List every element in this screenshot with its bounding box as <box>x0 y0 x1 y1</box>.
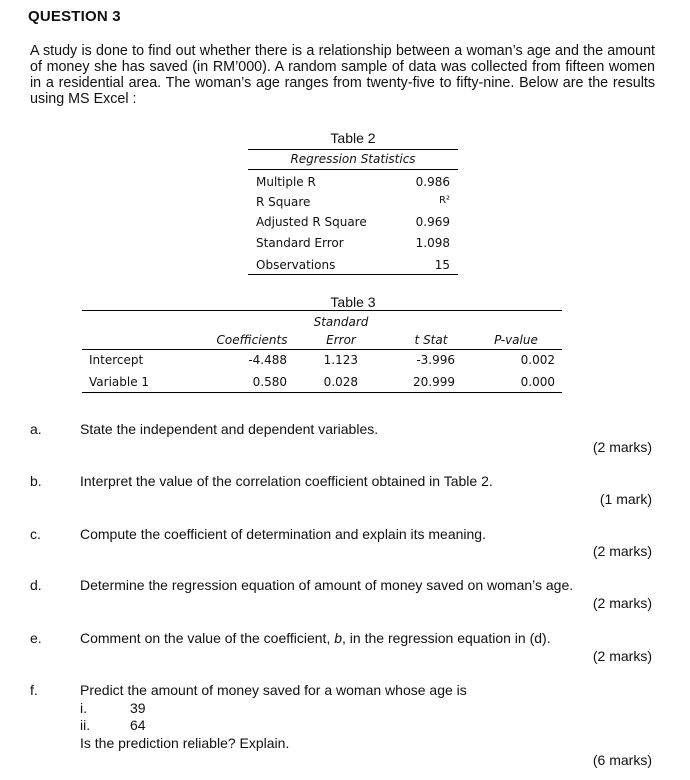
table2-row-label: Observations <box>256 258 336 272</box>
table3-cell-tstat: -3.996 <box>416 353 455 367</box>
question-f-sub-num: i. <box>80 700 87 716</box>
intro-paragraph <box>30 43 655 107</box>
table2-row-value: 0.969 <box>415 215 450 229</box>
table3-cell-pvalue: 0.000 <box>520 375 555 389</box>
table3-header-rule <box>82 349 562 350</box>
table2-row-value: 15 <box>434 258 450 272</box>
table3-cell-tstat: 20.999 <box>413 375 455 389</box>
question-letter: b. <box>30 473 42 489</box>
question-f-sub-value: 39 <box>130 700 146 716</box>
question-e-text-before: Comment on the value of the coefficient, <box>80 630 335 646</box>
table2-row-value: 0.986 <box>415 175 450 189</box>
question-e-text <box>80 630 551 646</box>
table3-cell-coef: -4.488 <box>248 353 287 367</box>
table3-cell-se: 0.028 <box>323 375 358 389</box>
table2-row-label: Adjusted R Square <box>256 215 367 229</box>
table2-row <box>256 258 450 274</box>
question-d-marks: (2 marks) <box>592 595 652 611</box>
question-letter: f. <box>30 682 38 698</box>
question-a-text: State the independent and dependent variables. <box>80 421 379 437</box>
question-e-text-after: , in the regression equation in (d). <box>342 630 551 646</box>
table2-row <box>256 195 450 211</box>
question-f-text: Predict the amount of money saved for a woman whose age is <box>80 682 467 698</box>
table2-row-label: Multiple R <box>256 175 316 189</box>
table2-row <box>256 236 450 252</box>
table2-row-value: R² <box>439 195 450 206</box>
table3-cell-se: 1.123 <box>323 353 358 367</box>
question-f-followup: Is the prediction reliable? Explain. <box>80 735 290 751</box>
table2-row <box>256 175 450 191</box>
table2-row-label: R Square <box>256 195 311 209</box>
question-f-marks: (6 marks) <box>592 752 652 768</box>
question-d-text: Determine the regression equation of amount of money saved on woman’s age. <box>80 577 574 593</box>
table3-header-coefficients: Coefficients <box>216 333 288 347</box>
table3-cell-coef: 0.580 <box>252 375 287 389</box>
question-e-variable: b <box>334 630 343 646</box>
table2-top-rule <box>248 149 458 150</box>
table3-header-se-bottom: Error <box>326 333 356 347</box>
table3-row-label: Intercept <box>89 353 144 367</box>
question-e-marks: (2 marks) <box>592 648 652 664</box>
question-c-marks: (2 marks) <box>592 543 652 559</box>
table3-caption: Table 3 <box>330 294 376 310</box>
question-f-sub-value: 64 <box>130 717 146 733</box>
intro-text: A study is done to find out whether there is a relationship between a woman’s age and the amount of money she has saved (in RM’000). A random sample of data was collected from fifteen women in a residential area. The woman’s age ranges from twenty-five to fifty-nine. Below are the results using MS Excel : <box>30 43 655 107</box>
table3-top-rule <box>82 310 562 311</box>
question-c-text: Compute the coefficient of determination and explain its meaning. <box>80 526 486 542</box>
question-b-text: Interpret the value of the correlation coefficient obtained in Table 2. <box>80 473 493 489</box>
table2-row <box>256 215 450 231</box>
question-letter: e. <box>30 630 42 646</box>
table3-header-pvalue: P-value <box>494 333 538 347</box>
table2-bottom-rule <box>248 274 458 275</box>
table2-subtitle: Regression Statistics <box>290 152 416 166</box>
table3-bottom-rule <box>82 392 562 393</box>
table2-row-value: 1.098 <box>415 236 450 250</box>
question-a-marks: (2 marks) <box>592 439 652 455</box>
table3-row-label: Variable 1 <box>89 375 150 389</box>
table2-row-label: Standard Error <box>256 236 344 250</box>
table3-header-tstat: t Stat <box>414 333 448 347</box>
question-b-marks: (1 mark) <box>599 491 652 507</box>
question-f-sub-num: ii. <box>80 717 91 733</box>
question-letter: a. <box>30 421 42 437</box>
question-letter: d. <box>30 577 42 593</box>
table2-caption: Table 2 <box>330 130 376 146</box>
question-title: QUESTION 3 <box>28 8 121 25</box>
question-letter: c. <box>30 526 41 542</box>
table2-sub-rule <box>248 169 458 170</box>
table3-cell-pvalue: 0.002 <box>520 353 555 367</box>
table3-header-se-top: Standard <box>313 315 369 329</box>
